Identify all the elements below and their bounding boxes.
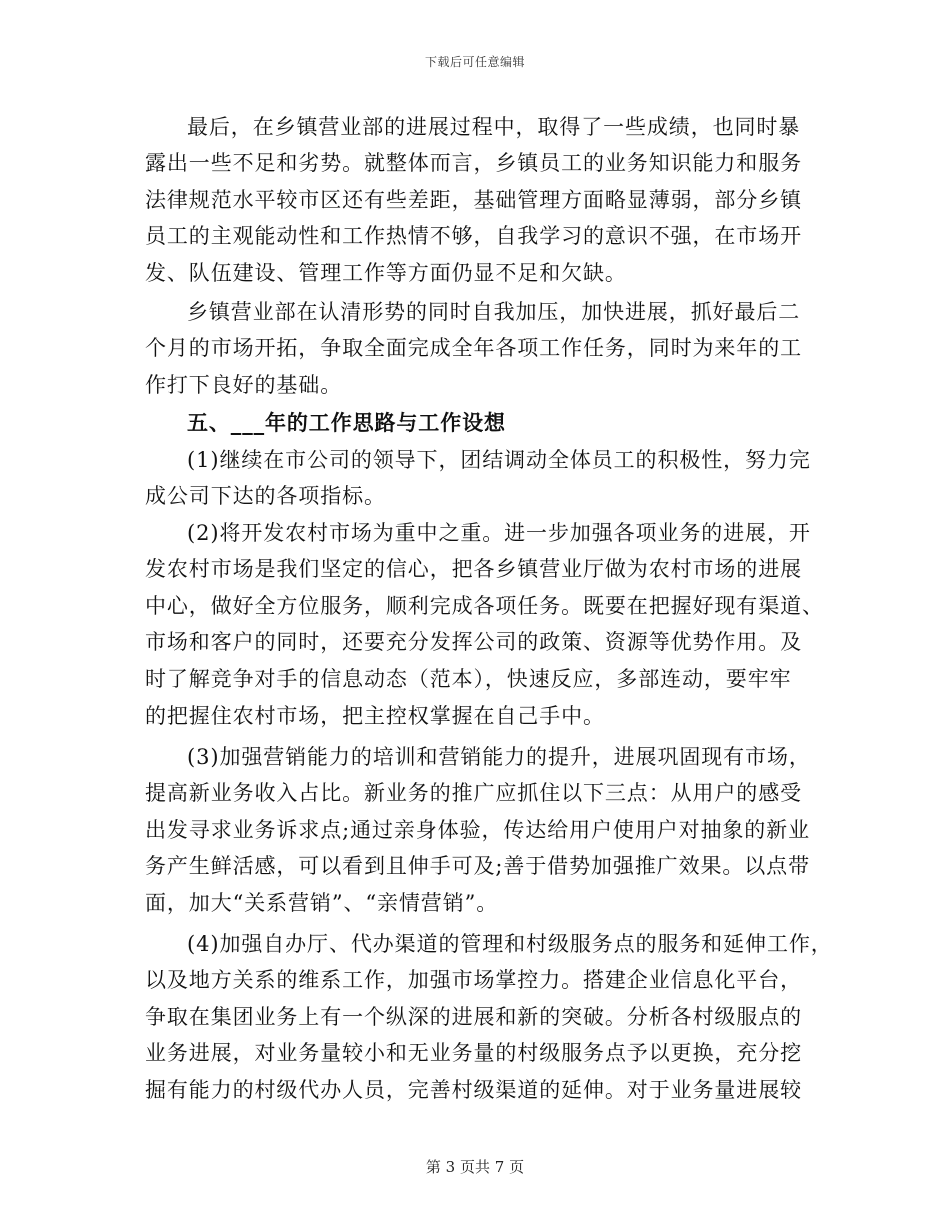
text-line: 作打下良好的基础。 — [145, 372, 343, 397]
text-line: 务产生鲜活感，可以看到且伸手可及;善于借势加强推广效果。以点带 — [145, 854, 810, 879]
text-line: 最后，在乡镇营业部的进展过程中，取得了一些成绩，也同时暴 — [187, 114, 801, 139]
paragraph — [145, 109, 835, 292]
text-line: 业务进展，对业务量较小和无业务量的村级服务点予以更换，充分挖 — [145, 1041, 802, 1066]
text-line: (4)加强自办厅、代办渠道的管理和村级服务点的服务和延伸工作， — [187, 931, 833, 956]
section-heading — [145, 405, 835, 442]
text-line: 个月的市场开拓，争取全面完成全年各项工作任务，同时为来年的工 — [145, 336, 802, 361]
text-line: 提高新业务收入占比。新业务的推广应抓住以下三点：从用户的感受 — [145, 781, 802, 806]
text-line: 发农村市场是我们坚定的信心，把各乡镇营业厅做为农村市场的进展 — [145, 557, 802, 582]
text-line: 法律规范水平较市区还有些差距，基础管理方面略显薄弱，部分乡镇 — [145, 187, 802, 212]
text-line: 掘有能力的村级代办人员，完善村级渠道的延伸。对于业务量进展较 — [145, 1078, 802, 1103]
text-line: 中心，做好全方位服务，顺利完成各项任务。既要在把握好现有渠道、 — [145, 593, 824, 618]
list-item — [145, 515, 835, 735]
page-header: 下载后可任意编辑 — [424, 55, 525, 69]
text-line: 以及地方关系的维系工作，加强市场掌控力。搭建企业信息化平台， — [145, 968, 802, 993]
text-line: 时了解竞争对手的信息动态（范本），快速反应，多部连动，要牢牢 — [145, 667, 792, 692]
text-line: 的把握住农村市场，把主控权掌握在自己手中。 — [145, 703, 605, 728]
list-item — [145, 739, 835, 922]
text-line: 成公司下达的各项指标。 — [145, 484, 386, 509]
text-line: 员工的主观能动性和工作热情不够，自我学习的意识不强，在市场开 — [145, 224, 802, 249]
list-item — [145, 442, 835, 515]
page-footer: 第 3 页共 7 页 — [425, 1158, 525, 1176]
section-heading-text: 五、___年的工作思路与工作设想 — [187, 409, 506, 435]
text-line: (2)将开发农村市场为重中之重。进一步加强各项业务的进展，开 — [187, 520, 811, 545]
text-line: (1)继续在市公司的领导下，团结调动全体员工的积极性，努力完 — [187, 447, 811, 472]
text-line: 乡镇营业部在认清形势的同时自我加压，加快进展，抓好最后二 — [187, 299, 801, 324]
text-line: 露出一些不足和劣势。就整体而言，乡镇员工的业务知识能力和服务 — [145, 151, 802, 176]
text-line: 市场和客户的同时，还要充分发挥公司的政策、资源等优势作用。及 — [145, 630, 802, 655]
text-line: (3)加强营销能力的培训和营销能力的提升，进展巩固现有市场， — [187, 744, 811, 769]
text-line: 出发寻求业务诉求点;通过亲身体验，传达给用户使用户对抽象的新业 — [145, 817, 810, 842]
text-line: 发、队伍建设、管理工作等方面仍显不足和欠缺。 — [145, 261, 627, 286]
text-line: 面，加大“关系营销”、“亲情营销”。 — [145, 891, 499, 916]
list-item — [145, 926, 835, 1109]
paragraph — [145, 294, 835, 404]
text-line: 争取在集团业务上有一个纵深的进展和新的突破。分析各村级服点的 — [145, 1004, 802, 1029]
